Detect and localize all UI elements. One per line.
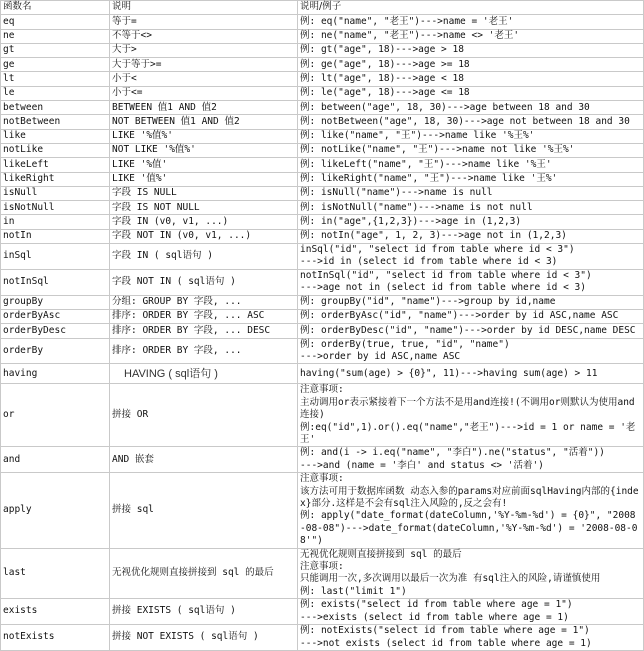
function-example: 注意事项: 该方法可用于数据库函数 动态入参的params对应前面sqlHaving内部的{index}部分.这样是不会有sql注入风险的,反之会有! 例: apply("date_format(dateColumn,'%Y-%m-%d') = {0}", "2008-08-08")--->date_format(dateColumn,'%Y-%m-%d') = '2008-08-08'") — [298, 473, 644, 548]
function-description: HAVING ( sql语句 ) — [110, 364, 298, 384]
function-example: 例: orderBy(true, true, "id", "name") --->order by id ASC,name ASC — [298, 338, 644, 364]
function-description: 字段 IN (v0, v1, ...) — [110, 215, 298, 229]
function-description: 小于<= — [110, 86, 298, 100]
function-description: 字段 IS NULL — [110, 186, 298, 200]
function-name: groupBy — [1, 295, 110, 309]
function-name: isNull — [1, 186, 110, 200]
function-example: 例: isNotNull("name")--->name is not null — [298, 201, 644, 215]
header-function-name: 函数名 — [1, 1, 110, 15]
function-name: likeRight — [1, 172, 110, 186]
function-name: ne — [1, 29, 110, 43]
function-description: 排序: ORDER BY 字段, ... — [110, 338, 298, 364]
function-name: notIn — [1, 229, 110, 243]
function-example: 例: ge("age", 18)--->age >= 18 — [298, 58, 644, 72]
function-description: NOT BETWEEN 值1 AND 值2 — [110, 115, 298, 129]
function-description: 排序: ORDER BY 字段, ... ASC — [110, 309, 298, 323]
function-example: inSql("id", "select id from table where id < 3") --->id in (select id from table where id < 3) — [298, 244, 644, 270]
function-example: 例: isNull("name")--->name is null — [298, 186, 644, 200]
function-example: 例: notExists("select id from table where age = 1") --->not exists (select id from table where age = 1) — [298, 625, 644, 651]
header-description: 说明 — [110, 1, 298, 15]
function-example: 例: orderByAsc("id", "name")--->order by id ASC,name ASC — [298, 309, 644, 323]
function-example: 例: lt("age", 18)--->age < 18 — [298, 72, 644, 86]
function-description: 等于= — [110, 15, 298, 29]
function-description: 拼接 EXISTS ( sql语句 ) — [110, 599, 298, 625]
function-name: exists — [1, 599, 110, 625]
table-row — [1, 15, 644, 29]
function-description: 不等于<> — [110, 29, 298, 43]
table-row — [1, 295, 644, 309]
function-description: 排序: ORDER BY 字段, ... DESC — [110, 324, 298, 338]
function-example: 例: gt("age", 18)--->age > 18 — [298, 43, 644, 57]
table-row — [1, 338, 644, 364]
function-name: orderByAsc — [1, 309, 110, 323]
function-example: 例: eq("name", "老王")--->name = '老王' — [298, 15, 644, 29]
table-row — [1, 129, 644, 143]
function-description: NOT LIKE '%值%' — [110, 143, 298, 157]
table-row — [1, 201, 644, 215]
function-description: LIKE '%值' — [110, 158, 298, 172]
function-example: 例: le("age", 18)--->age <= 18 — [298, 86, 644, 100]
function-example: 注意事项: 主动调用or表示紧接着下一个方法不是用and连接!(不调用or则默认为使用and连接) 例:eq("id",1).or().eq("name","老王")--->id = 1 or name = '老王' — [298, 384, 644, 447]
function-example: 例: exists("select id from table where age = 1") --->exists (select id from table where age = 1) — [298, 599, 644, 625]
function-name: notInSql — [1, 269, 110, 295]
function-description: 字段 NOT IN (v0, v1, ...) — [110, 229, 298, 243]
function-description: 拼接 sql — [110, 473, 298, 548]
function-name: isNotNull — [1, 201, 110, 215]
table-row — [1, 244, 644, 270]
function-name: and — [1, 447, 110, 473]
function-name: notBetween — [1, 115, 110, 129]
function-example: 例: like("name", "王")--->name like '%王%' — [298, 129, 644, 143]
function-name: le — [1, 86, 110, 100]
header-example: 说明/例子 — [298, 1, 644, 15]
function-name: orderByDesc — [1, 324, 110, 338]
function-example: 例: orderByDesc("id", "name")--->order by id DESC,name DESC — [298, 324, 644, 338]
function-name: orderBy — [1, 338, 110, 364]
function-description: AND 嵌套 — [110, 447, 298, 473]
table-row — [1, 29, 644, 43]
table-row — [1, 229, 644, 243]
function-example: having("sum(age) > {0}", 11)--->having sum(age) > 11 — [298, 364, 644, 384]
function-name: having — [1, 364, 110, 384]
table-row — [1, 324, 644, 338]
table-row — [1, 58, 644, 72]
function-description: LIKE '值%' — [110, 172, 298, 186]
function-example: 例: notIn("age", 1, 2, 3)--->age not in (1,2,3) — [298, 229, 644, 243]
table-row — [1, 186, 644, 200]
table-row — [1, 101, 644, 115]
table-row — [1, 384, 644, 447]
table-row — [1, 215, 644, 229]
function-example: notInSql("id", "select id from table where id < 3") --->age not in (select id from table where id < 3) — [298, 269, 644, 295]
table-row — [1, 43, 644, 57]
function-description: 字段 IS NOT NULL — [110, 201, 298, 215]
function-name: like — [1, 129, 110, 143]
function-example: 例: between("age", 18, 30)--->age between 18 and 30 — [298, 101, 644, 115]
table-row — [1, 548, 644, 599]
function-name: or — [1, 384, 110, 447]
table-row — [1, 172, 644, 186]
function-description: 字段 NOT IN ( sql语句 ) — [110, 269, 298, 295]
function-name: last — [1, 548, 110, 599]
table-row — [1, 447, 644, 473]
function-example: 例: and(i -> i.eq("name", "李白").ne("status", "活着")) --->and (name = '李白' and status <> '活着') — [298, 447, 644, 473]
function-description: 大于> — [110, 43, 298, 57]
function-description: BETWEEN 值1 AND 值2 — [110, 101, 298, 115]
table-row — [1, 158, 644, 172]
function-name: gt — [1, 43, 110, 57]
function-example: 例: notBetween("age", 18, 30)--->age not between 18 and 30 — [298, 115, 644, 129]
function-description: 分组: GROUP BY 字段, ... — [110, 295, 298, 309]
function-name: notExists — [1, 625, 110, 651]
function-description: 拼接 OR — [110, 384, 298, 447]
function-name: between — [1, 101, 110, 115]
header-row — [1, 1, 644, 15]
function-example: 无视优化规则直接拼接到 sql 的最后 注意事项: 只能调用一次,多次调用以最后一次为准 有sql注入的风险,请谨慎使用 例: last("limit 1") — [298, 548, 644, 599]
function-example: 例: notLike("name", "王")--->name not like '%王%' — [298, 143, 644, 157]
function-name: apply — [1, 473, 110, 548]
function-example: 例: in("age",{1,2,3})--->age in (1,2,3) — [298, 215, 644, 229]
function-description: 拼接 NOT EXISTS ( sql语句 ) — [110, 625, 298, 651]
function-name: in — [1, 215, 110, 229]
table-row — [1, 72, 644, 86]
function-name: likeLeft — [1, 158, 110, 172]
function-example: 例: likeRight("name", "王")--->name like '王%' — [298, 172, 644, 186]
function-description: LIKE '%值%' — [110, 129, 298, 143]
function-name: lt — [1, 72, 110, 86]
function-example: 例: groupBy("id", "name")--->group by id,name — [298, 295, 644, 309]
table-row — [1, 86, 644, 100]
function-name: eq — [1, 15, 110, 29]
table-row — [1, 473, 644, 548]
table-row — [1, 115, 644, 129]
table-row — [1, 143, 644, 157]
function-description: 大于等于>= — [110, 58, 298, 72]
function-description: 小于< — [110, 72, 298, 86]
function-description: 字段 IN ( sql语句 ) — [110, 244, 298, 270]
function-name: inSql — [1, 244, 110, 270]
function-name: ge — [1, 58, 110, 72]
function-example: 例: likeLeft("name", "王")--->name like '%王' — [298, 158, 644, 172]
table-row — [1, 309, 644, 323]
table-row — [1, 269, 644, 295]
function-name: notLike — [1, 143, 110, 157]
function-example: 例: ne("name", "老王")--->name <> '老王' — [298, 29, 644, 43]
function-description: 无视优化规则直接拼接到 sql 的最后 — [110, 548, 298, 599]
table-row — [1, 364, 644, 384]
table-row — [1, 599, 644, 625]
table-row — [1, 625, 644, 651]
